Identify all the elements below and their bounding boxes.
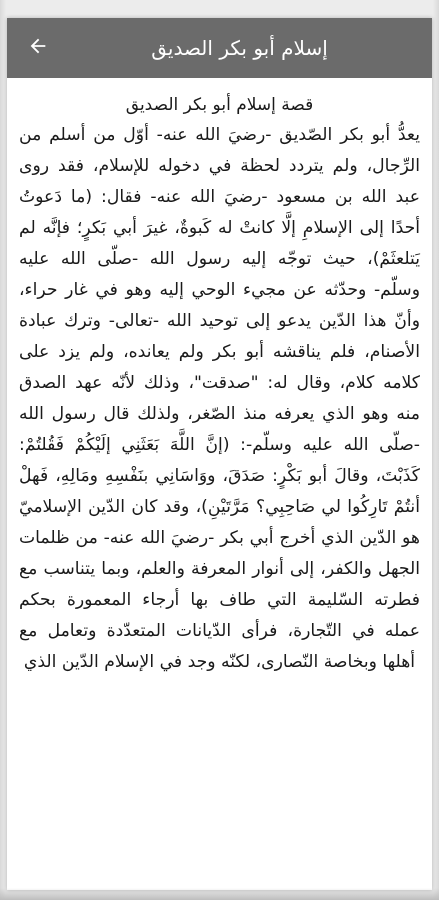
bottom-edge-shadow: [0, 888, 439, 900]
app-bar-title: إسلام أبو بكر الصديق: [151, 36, 328, 60]
app-bar: [7, 18, 432, 78]
article-content[interactable]: [7, 78, 432, 890]
back-button[interactable]: [21, 31, 55, 65]
arrow-left-icon: [27, 35, 49, 62]
article-body: يعدُّ أبو بكر الصّديق -رضيَ الله عنه- أوّل من أسلم من الرِّجال، ولم يتردد لحظة في دخوله للإسلام، فقد روى عبد الله بن مسعود -رضيَ الله عنه- فقال: (ما دَعوتُ أحدًا إلى الإسلامِ إلَّا كانتْ له كَبوةٌ، غيرَ أبي بَكرٍ؛ فإنَّه لم يَتلعثَمْ)، حيث توجّه إليه رسول الله -صلّى الله عليه وسلّم- وحدّثه عن مجيء الوحي إليه وهو في غار حراء، وأنّ هذا الدّين يدعو إلى توحيد الله -تعالى- وترك عبادة الأصنام، فلم يناقشه أبو بكر ولم يعانده، ولم يزد على كلامه كلام، وقال له: "صدقت"، وذلك لأنّه عهد الصدق منه وهو الذي يعرفه منذ الصّغر، ولذلك قال رسول الله -صلّى الله عليه وسلّم-: (إنَّ اللَّهَ بَعَثَنِي إلَيْكُمْ فَقُلتُمْ: كَذَبْتَ، وقالَ أبو بَكْرٍ: صَدَقَ، ووَاسَانِي بنَفْسِهِ ومَالِهِ، فَهلْ أنتُمْ تَارِكُوا لي صَاحِبِي؟ مَرَّتَيْنِ)، وقد كان الدّين الإسلاميّ هو الدّين الذي أخرج أبي بكر -رضيَ الله عنه- من ظلمات الجهل والكفر، إلى أنوار المعرفة والعلم، وبما يتناسب مع فطرته السّليمة التي طاف بها أرجاء المعمورة بحكم عمله في التّجارة، فرأى الدّيانات المتعدّدة وتعامل مع أهلها وبخاصة النّصارى، لكنّه وجد في الإسلام الدّين الذي: [19, 125, 420, 672]
article-heading: قصة إسلام أبو بكر الصديق: [125, 95, 314, 115]
app-screen: [7, 18, 432, 890]
